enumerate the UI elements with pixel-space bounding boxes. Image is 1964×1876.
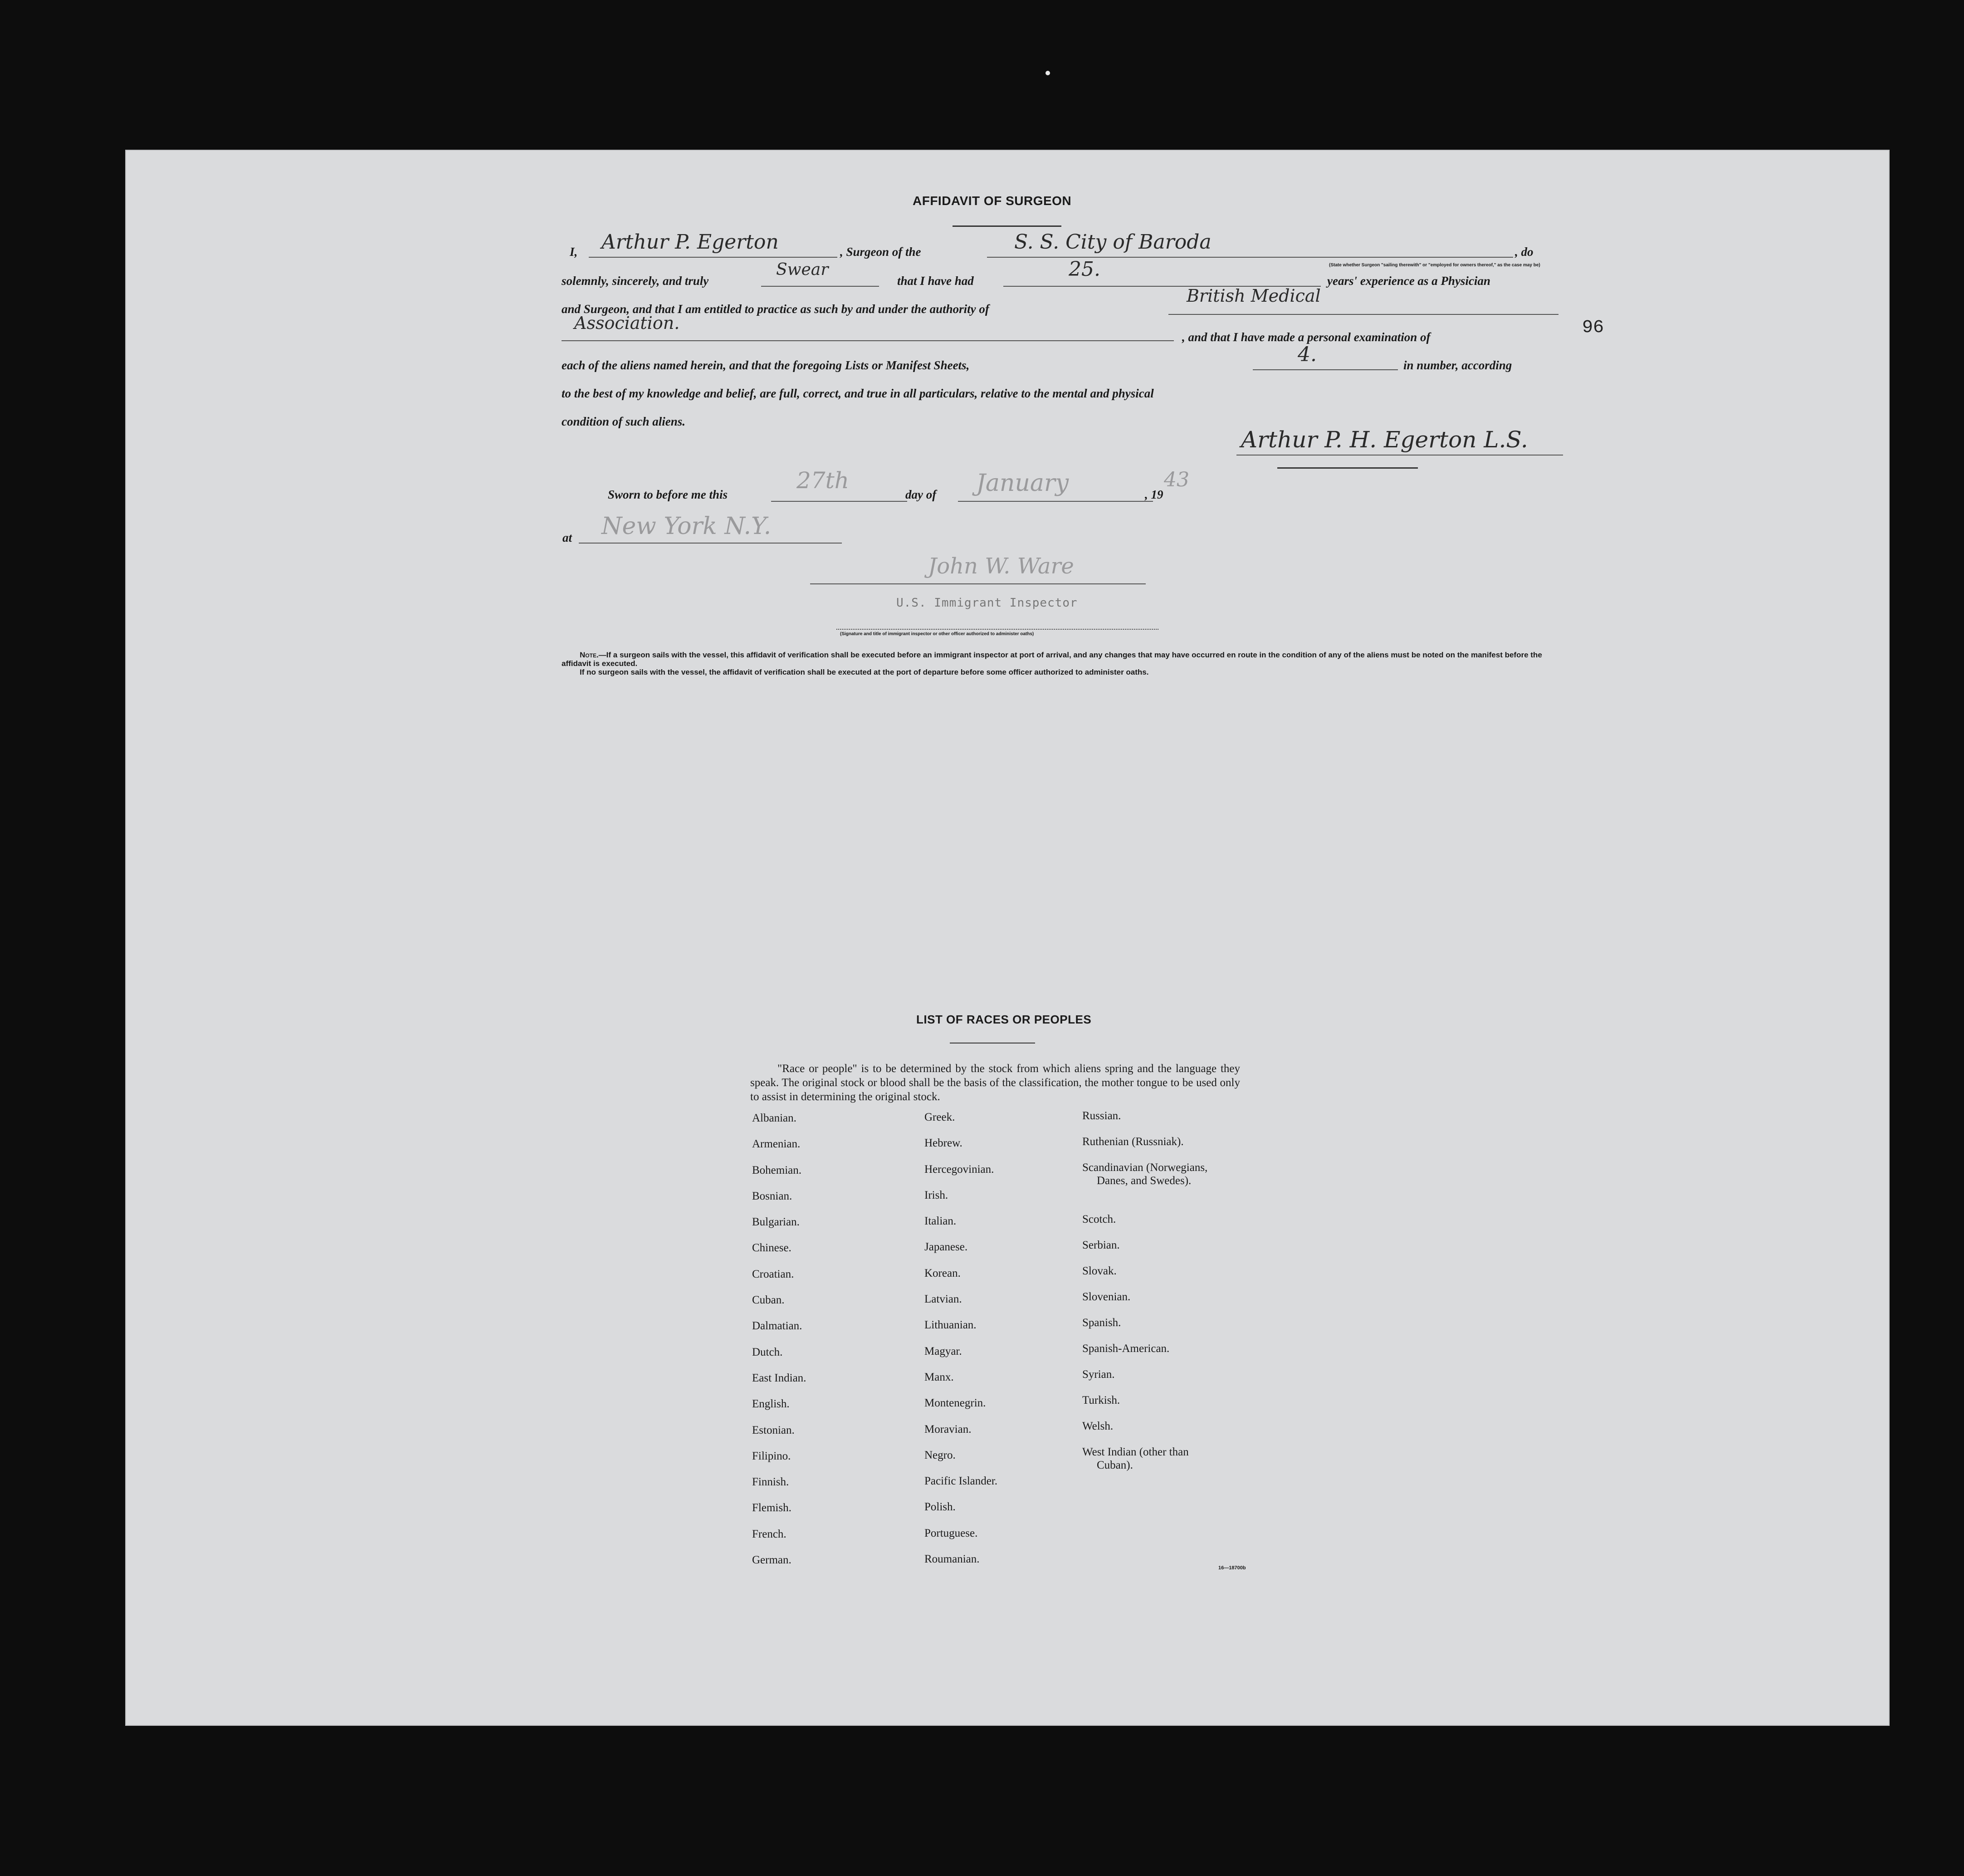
note-text-1: —If a surgeon sails with the vessel, this affidavit of verification shall be executed before an immigrant inspector at port of arrival, and any changes that may have occurred en route in the condition of any of the aliens must be noted on the manifest before the affidavit is executed. <box>562 651 1542 668</box>
affidavit-line2-mid: that I have had <box>897 274 974 288</box>
race-item: Slovak. <box>1082 1265 1117 1277</box>
title-underline <box>953 225 1061 227</box>
race-item: Bulgarian. <box>752 1216 800 1229</box>
race-item: Italian. <box>924 1215 957 1228</box>
oath-line <box>761 286 879 287</box>
sworn-day-line <box>771 501 907 502</box>
affidavit-title: AFFIDAVIT OF SURGEON <box>913 194 1072 208</box>
ship-name-line <box>987 257 1513 258</box>
race-item: Dutch. <box>752 1346 783 1358</box>
race-item: Cuban. <box>752 1294 785 1307</box>
race-item: Hebrew. <box>924 1137 962 1150</box>
affidavit-line2-prefix: solemnly, sincerely, and truly <box>562 274 709 288</box>
signature-underline <box>1277 467 1418 469</box>
inspector-signature: John W. Ware <box>928 553 1074 579</box>
race-item: Turkish. <box>1082 1394 1120 1406</box>
page-number: 96 <box>1582 318 1604 338</box>
authority-cont-line <box>562 340 1174 341</box>
race-item: Bosnian. <box>752 1190 792 1202</box>
verification-note <box>562 651 1559 676</box>
sworn-month: January <box>976 470 1069 497</box>
race-item: Scandinavian (Norwegians, <box>1082 1161 1208 1174</box>
affidavit-line3: and Surgeon, and that I am entitled to practice as such by and under the authority of <box>562 302 989 316</box>
race-item: Armenian. <box>752 1138 801 1151</box>
affidavit-line1-suffix: , do <box>1515 245 1534 259</box>
inspector-signature-line <box>810 583 1146 584</box>
ship-name: S. S. City of Baroda <box>1014 230 1212 254</box>
manifest-sheet-count: 4. <box>1298 343 1317 366</box>
affidavit-line5: each of the aliens named herein, and that the foregoing Lists or Manifest Sheets, <box>562 358 970 372</box>
race-item: Montenegrin. <box>924 1397 986 1410</box>
race-item: Moravian. <box>924 1423 972 1435</box>
race-item: Cuban). <box>1097 1459 1133 1471</box>
affidavit-line1-mid: , Surgeon of the <box>840 245 921 259</box>
sworn-place-line <box>579 543 842 544</box>
surgeon-signature: Arthur P. H. Egerton L.S. <box>1241 426 1528 453</box>
affidavit-line5-suffix: in number, according <box>1403 358 1512 372</box>
race-item: Scotch. <box>1082 1213 1116 1225</box>
affidavit-line2-end: years' experience as a Physician <box>1327 274 1490 288</box>
document-page <box>125 150 1890 1726</box>
race-item: Latvian. <box>924 1293 962 1306</box>
race-item: Manx. <box>924 1371 954 1383</box>
race-item: Bohemian. <box>752 1164 802 1176</box>
race-item: Japanese. <box>924 1241 968 1254</box>
count-line <box>1253 369 1398 370</box>
sworn-at-label: at <box>562 531 572 544</box>
sworn-day: 27th <box>796 467 849 494</box>
race-item: Lithuanian. <box>924 1319 977 1332</box>
sworn-place: New York N.Y. <box>601 513 772 540</box>
years-experience: 25. <box>1069 258 1100 281</box>
race-item: East Indian. <box>752 1371 806 1384</box>
race-item: Magyar. <box>924 1345 962 1357</box>
race-item: Finnish. <box>752 1476 789 1489</box>
sworn-day-label: day of <box>905 488 937 501</box>
authority-line <box>1168 314 1558 315</box>
race-item: Chinese. <box>752 1242 791 1254</box>
surgeon-name: Arthur P. Egerton <box>601 230 779 254</box>
sworn-year-prefix: , 19 <box>1145 488 1163 501</box>
races-column-2 <box>924 1104 997 1572</box>
form-number: 16—18700b <box>1218 1565 1246 1571</box>
race-item: French. <box>752 1528 787 1540</box>
inspector-title-stamp: U.S. Immigrant Inspector <box>896 596 1078 610</box>
note-label: Note. <box>580 651 599 659</box>
signature-line <box>1236 455 1563 456</box>
race-item: Hercegovinian. <box>924 1163 994 1176</box>
race-item: West Indian (other than <box>1082 1446 1189 1458</box>
race-item: Korean. <box>924 1267 961 1279</box>
film-speck <box>1046 71 1050 75</box>
surgeon-status-note: (State whether Surgeon "sailing therewith" or "employed for owners thereof," as the case may be) <box>1329 263 1540 268</box>
race-item: Portuguese. <box>924 1527 978 1539</box>
race-item: Irish. <box>924 1189 948 1201</box>
race-item: Pacific Islander. <box>924 1475 998 1488</box>
race-item: Albanian. <box>752 1112 796 1124</box>
sworn-month-line <box>958 501 1153 502</box>
licensing-authority: British Medical <box>1187 286 1321 306</box>
oath-type: Swear <box>776 260 829 279</box>
race-item: Danes, and Swedes). <box>1097 1175 1192 1187</box>
inspector-caption: (Signature and title of immigrant inspector or other officer authorized to administer oaths) <box>840 632 1034 637</box>
race-item: Negro. <box>924 1449 956 1461</box>
race-item: Roumanian. <box>924 1553 980 1566</box>
inspector-title-line <box>836 629 1158 630</box>
race-item: Russian. <box>1082 1110 1121 1122</box>
race-item: German. <box>752 1554 791 1567</box>
race-item: Polish. <box>924 1501 956 1514</box>
races-title: LIST OF RACES OR PEOPLES <box>916 1013 1092 1026</box>
sworn-prefix: Sworn to before me this <box>608 488 728 501</box>
race-item: Filipino. <box>752 1450 791 1462</box>
sworn-year: 43 <box>1164 468 1189 491</box>
affidavit-line6: to the best of my knowledge and belief, are full, correct, and true in all particulars, relative to the mental and physical <box>562 387 1154 400</box>
surgeon-name-line <box>589 257 837 258</box>
race-item: Welsh. <box>1082 1420 1114 1432</box>
race-item: Spanish. <box>1082 1317 1121 1329</box>
race-item: Slovenian. <box>1082 1291 1131 1303</box>
race-item: Croatian. <box>752 1268 794 1280</box>
licensing-authority-cont: Association. <box>574 313 680 333</box>
race-item: Syrian. <box>1082 1368 1115 1381</box>
race-item: Dalmatian. <box>752 1320 802 1332</box>
race-item: Flemish. <box>752 1502 791 1514</box>
affidavit-line1-prefix: I, <box>570 245 578 259</box>
race-item: Serbian. <box>1082 1239 1120 1251</box>
race-item: Greek. <box>924 1111 955 1123</box>
note-text-2: If no surgeon sails with the vessel, the affidavit of verification shall be executed at the port of departure before some officer authorized to administer oaths. <box>580 668 1149 676</box>
races-intro: "Race or people" is to be determined by the stock from which aliens spring and the language they speak. The original stock or blood shall be the basis of the classification, the mother tongue to be used only to assist in determining the original stock. <box>750 1063 1240 1103</box>
affidavit-line7: condition of such aliens. <box>562 415 686 428</box>
race-item: Estonian. <box>752 1424 795 1436</box>
races-column-1 <box>752 1105 806 1573</box>
race-item: English. <box>752 1398 790 1411</box>
race-item: Ruthenian (Russniak). <box>1082 1136 1184 1148</box>
race-item: Spanish-American. <box>1082 1342 1170 1355</box>
affidavit-line4: , and that I have made a personal examination of <box>1182 330 1431 344</box>
